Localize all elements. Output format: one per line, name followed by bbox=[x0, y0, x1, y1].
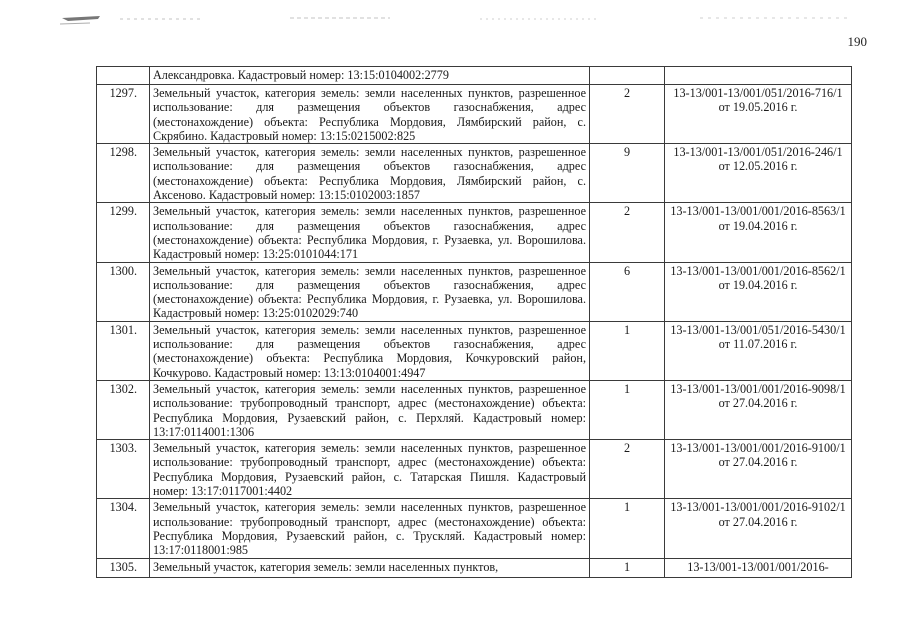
row-number: 1299. bbox=[97, 203, 150, 262]
table-row bbox=[97, 321, 852, 380]
table-row bbox=[97, 380, 852, 439]
table-row-partial bbox=[97, 558, 852, 577]
row-registration-record: 13-13/001-13/001/001/2016- bbox=[665, 558, 852, 577]
scan-artifact bbox=[60, 12, 860, 32]
page-number: 190 bbox=[847, 34, 867, 49]
table-row bbox=[97, 203, 852, 262]
row-description: Земельный участок, категория земель: земли населенных пунктов, разрешенное использование: для размещения объектов газоснабжения, адрес (местонахождение) объекта: Республика Мордовия, Лямбирский район, с. Аксеново. Кадастровый номер: 13:15:0102003:1857 bbox=[150, 144, 590, 203]
row-quantity: 1 bbox=[590, 321, 665, 380]
table-row bbox=[97, 499, 852, 558]
row-quantity: 2 bbox=[590, 85, 665, 144]
row-number: 1300. bbox=[97, 262, 150, 321]
land-plots-table bbox=[96, 66, 852, 578]
row-number: 1303. bbox=[97, 440, 150, 499]
row-registration-record: 13-13/001-13/001/001/2016-9102/1 от 27.04.2016 г. bbox=[665, 499, 852, 558]
table-row bbox=[97, 262, 852, 321]
row-description: Александровка. Кадастровый номер: 13:15:0104002:2779 bbox=[150, 67, 590, 85]
row-quantity: 2 bbox=[590, 440, 665, 499]
row-description: Земельный участок, категория земель: земли населенных пунктов, разрешенное использование: трубопроводный транспорт, адрес (местонахождение) объекта: Республика Мордовия, Рузаевский район, с. Трускляй. Кадастровый номер: 13:17:0118001:985 bbox=[150, 499, 590, 558]
row-description: Земельный участок, категория земель: земли населенных пунктов, разрешенное использование: для размещения объектов газоснабжения, адрес (местонахождение) объекта: Республика Мордовия, г. Рузаевка, ул. Ворошилова. Кадастровый номер: 13:25:0102029:740 bbox=[150, 262, 590, 321]
row-registration-record: 13-13/001-13/001/001/2016-8563/1 от 19.04.2016 г. bbox=[665, 203, 852, 262]
row-description: Земельный участок, категория земель: земли населенных пунктов, bbox=[150, 558, 590, 577]
row-number: 1301. bbox=[97, 321, 150, 380]
table-body bbox=[97, 67, 852, 578]
row-quantity: 1 bbox=[590, 380, 665, 439]
table-row bbox=[97, 440, 852, 499]
row-number: 1297. bbox=[97, 85, 150, 144]
row-description: Земельный участок, категория земель: земли населенных пунктов, разрешенное использование: для размещения объектов газоснабжения, адрес (местонахождение) объекта: Республика Мордовия, г. Рузаевка, ул. Ворошилова. Кадастровый номер: 13:25:0101044:171 bbox=[150, 203, 590, 262]
row-quantity bbox=[590, 67, 665, 85]
table-row bbox=[97, 144, 852, 203]
row-number: 1305. bbox=[97, 558, 150, 577]
row-quantity: 6 bbox=[590, 262, 665, 321]
row-description: Земельный участок, категория земель: земли населенных пунктов, разрешенное использование: для размещения объектов газоснабжения, адрес (местонахождение) объекта: Республика Мордовия, Лямбирский район, с. Скрябино. Кадастровый номер: 13:15:0215002:825 bbox=[150, 85, 590, 144]
row-quantity: 1 bbox=[590, 499, 665, 558]
row-description: Земельный участок, категория земель: земли населенных пунктов, разрешенное использование: для размещения объектов газоснабжения, адрес (местонахождение) объекта: Республика Мордовия, Кочкуровский район, Кочкурово. Кадастровый номер: 13:13:0104001:4947 bbox=[150, 321, 590, 380]
row-number bbox=[97, 67, 150, 85]
row-registration-record: 13-13/001-13/001/001/2016-9100/1 от 27.04.2016 г. bbox=[665, 440, 852, 499]
row-registration-record: 13-13/001-13/001/001/2016-8562/1 от 19.04.2016 г. bbox=[665, 262, 852, 321]
row-number: 1302. bbox=[97, 380, 150, 439]
row-quantity: 2 bbox=[590, 203, 665, 262]
row-registration-record bbox=[665, 67, 852, 85]
table-row-continuation bbox=[97, 67, 852, 85]
row-registration-record: 13-13/001-13/001/001/2016-9098/1 от 27.04.2016 г. bbox=[665, 380, 852, 439]
row-registration-record: 13-13/001-13/001/051/2016-246/1 от 12.05.2016 г. bbox=[665, 144, 852, 203]
row-registration-record: 13-13/001-13/001/051/2016-5430/1 от 11.07.2016 г. bbox=[665, 321, 852, 380]
row-quantity: 1 bbox=[590, 558, 665, 577]
row-description: Земельный участок, категория земель: земли населенных пунктов, разрешенное использование: трубопроводный транспорт, адрес (местонахождение) объекта: Республика Мордовия, Рузаевский район, с. Перхляй. Кадастровый номер: 13:17:0114001:1306 bbox=[150, 380, 590, 439]
table-row bbox=[97, 85, 852, 144]
row-registration-record: 13-13/001-13/001/051/2016-716/1 от 19.05.2016 г. bbox=[665, 85, 852, 144]
row-description: Земельный участок, категория земель: земли населенных пунктов, разрешенное использование: трубопроводный транспорт, адрес (местонахождение) объекта: Республика Мордовия, Рузаевский район, с. Татарская Пишля. Кадастровый номер: 13:17:0117001:4402 bbox=[150, 440, 590, 499]
row-number: 1304. bbox=[97, 499, 150, 558]
row-quantity: 9 bbox=[590, 144, 665, 203]
row-number: 1298. bbox=[97, 144, 150, 203]
